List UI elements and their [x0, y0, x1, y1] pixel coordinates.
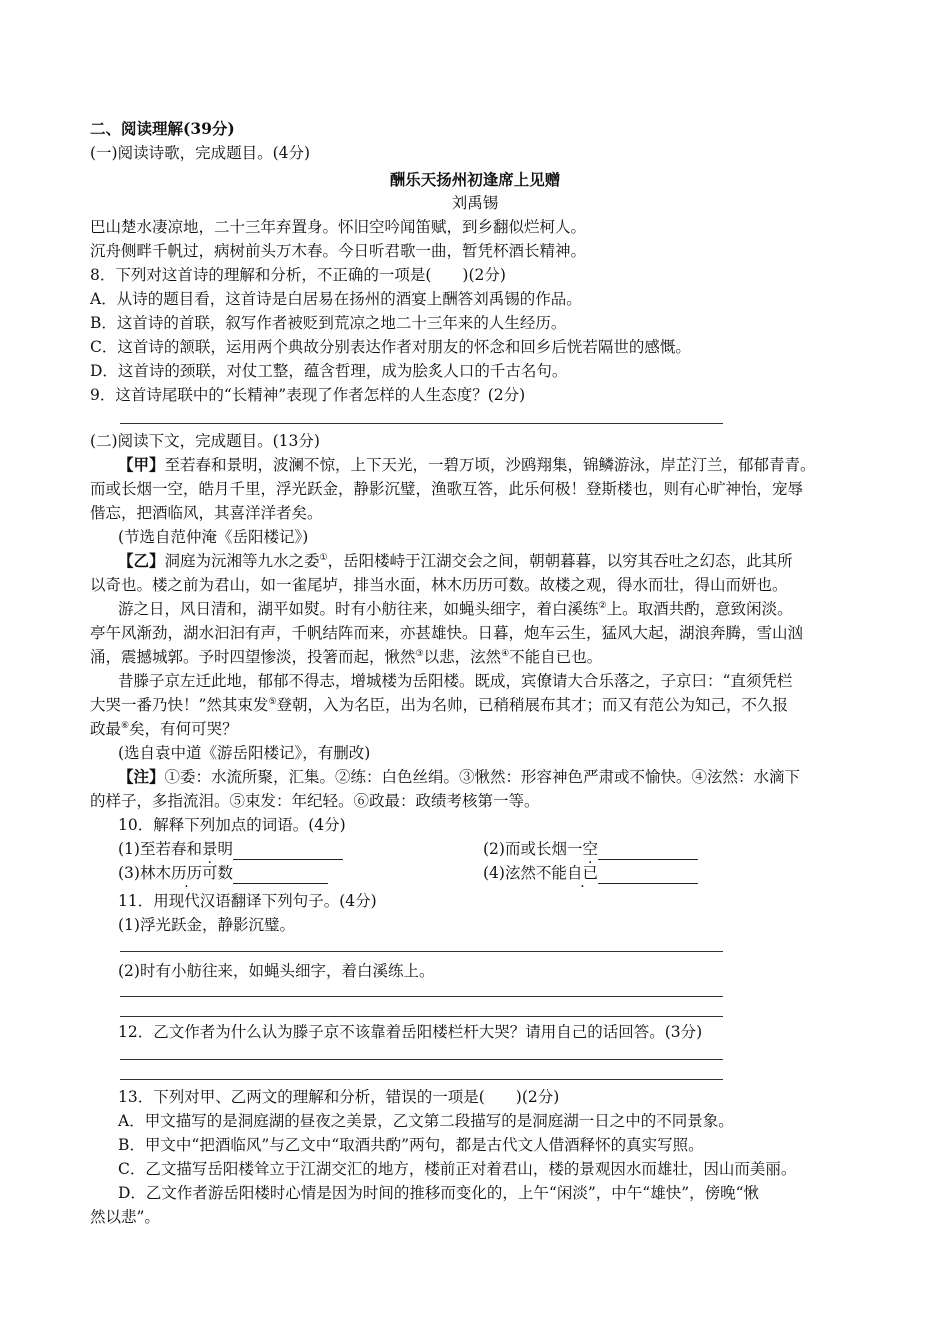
poem-author: 刘禹锡 [451, 194, 499, 212]
footnote-mark: ③ [415, 648, 424, 659]
yi-line: 以奇也。楼之前为君山，如一雀尾垆，排当水面，林木历历可数。故楼之观，得水而壮，得山而妍也。 [90, 576, 788, 594]
q10-item-1: (1)至若春和景明 [118, 840, 233, 858]
jia-source: (节选自范仲淹《岳阳楼记》) [118, 528, 309, 546]
yi-line: 大哭一番乃快！”然其束发⑤登朝，入为名臣，出为名帅，已稍稍展布其才；而又有范公为知己，不久报 [90, 696, 789, 714]
q8-option-c: C．这首诗的颔联，运用两个典故分别表达作者对朋友的怀念和回乡后恍若隔世的感慨。 [90, 338, 691, 356]
q10-item-3: (3)林木历历可数 [118, 864, 233, 882]
question-9: 9．这首诗尾联中的“长精神”表现了作者怎样的人生态度？(2分) [90, 386, 526, 404]
jia-line: 而或长烟一空，皓月千里，浮光跃金，静影沉璧，渔歌互答，此乐何极！登斯楼也，则有心旷神怡，宠辱 [90, 480, 804, 498]
footnote-mark: ⑤ [268, 696, 277, 707]
q13-option-c: C．乙文描写岳阳楼耸立于江湖交汇的地方，楼前正对着君山，楼的景观因水而雄壮，因山而美丽。 [118, 1160, 797, 1178]
answer-line[interactable] [120, 1016, 723, 1017]
poem-line: 巴山楚水凄凉地，二十三年弃置身。怀旧空吟闻笛赋，到乡翻似烂柯人。 [90, 218, 587, 236]
q11-sentence-1: (1)浮光跃金，静影沉璧。 [118, 916, 295, 934]
q13-option-d: D．乙文作者游岳阳楼时心情是因为时间的推移而变化的，上午“闲淡”，中午“雄快”，傍晚“愀 [118, 1184, 760, 1202]
footnote-mark: ② [598, 600, 607, 611]
footnote-mark: ⑥ [121, 720, 130, 731]
q8-option-b: B．这首诗的首联，叙写作者被贬到荒凉之地二十三年来的人生经历。 [90, 314, 567, 332]
q11-sentence-2: (2)时有小舫往来，如蝇头细字，着白溪练上。 [118, 962, 435, 980]
answer-line[interactable] [120, 1059, 723, 1060]
part2-heading: (二)阅读下文，完成题目。(13分) [90, 432, 320, 450]
notes-line: 的样子，多指流泪。⑤束发：年纪轻。⑥政最：政绩考核第一等。 [90, 792, 540, 810]
answer-blank[interactable] [598, 867, 698, 884]
answer-line[interactable] [120, 996, 723, 997]
part1-heading: (一)阅读诗歌，完成题目。(4分) [90, 144, 311, 162]
jia-label: 【甲】 [118, 455, 165, 474]
notes-line: 【注】①委：水流所聚，汇集。②练：白色丝绢。③愀然：形容神色严肃或不愉快。④泫然：水滴下 [118, 767, 801, 786]
answer-line[interactable] [120, 1079, 723, 1080]
q10-row [118, 838, 598, 860]
q13-option-d-cont: 然以悲”。 [90, 1208, 160, 1226]
question-11: 11．用现代汉语翻译下列句子。(4分) [118, 892, 377, 910]
yi-line: 【乙】洞庭为沅湘等九水之委①，岳阳楼峙于江湖交会之间，朝朝暮暮，以穷其吞吐之幻态，此其所 [118, 551, 793, 570]
answer-blank[interactable] [233, 843, 343, 860]
poem-line: 沉舟侧畔千帆过，病树前头万木春。今日听君歌一曲，暂凭杯酒长精神。 [90, 242, 587, 260]
question-13: 13．下列对甲、乙两文的理解和分析，错误的一项是( )(2分) [118, 1088, 560, 1106]
q8-option-a: A．从诗的题目看，这首诗是白居易在扬州的酒宴上酬答刘禹锡的作品。 [90, 290, 582, 308]
question-12: 12．乙文作者为什么认为滕子京不该靠着岳阳楼栏杆大哭？请用自己的话回答。(3分) [118, 1023, 703, 1041]
q10-item-4: (4)泫然不能自已 [483, 862, 698, 884]
footnote-mark: ① [319, 552, 328, 563]
q13-option-a: A．甲文描写的是洞庭湖的昼夜之美景，乙文第二段描写的是洞庭湖一日之中的不同景象。 [118, 1112, 734, 1130]
yi-source: (选自袁中道《游岳阳楼记》，有删改) [118, 744, 371, 762]
yi-label: 【乙】 [118, 551, 165, 570]
yi-line: 涌，震撼城郭。予时四望惨淡，投箸而起，愀然③以悲，泫然④不能自已也。 [90, 648, 603, 666]
q10-row [118, 862, 598, 884]
q8-option-d: D．这首诗的颈联，对仗工整，蕴含哲理，成为脍炙人口的千古名句。 [90, 362, 568, 380]
poem-title: 酬乐天扬州初逢席上见赠 [389, 170, 561, 189]
yi-line: 政最⑥矣，有何可哭？ [90, 720, 238, 738]
yi-line: 亭午风渐劲，湖水汩汩有声，千帆结阵而来，亦甚雄快。日暮，炮车云生，猛风大起，湖浪奔腾，雪山汹 [90, 624, 804, 642]
yi-line: 昔滕子京左迁此地，郁郁不得志，增城楼为岳阳楼。既成，宾僚请大合乐落之，子京曰：“直须凭栏 [118, 672, 793, 690]
answer-line[interactable] [120, 951, 723, 952]
question-8: 8．下列对这首诗的理解和分析，不正确的一项是( )(2分) [90, 266, 506, 284]
q13-option-b: B．甲文中“把酒临风”与乙文中“取酒共酌”两句，都是古代文人借酒释怀的真实写照。 [118, 1136, 704, 1154]
jia-line: 【甲】至若春和景明，波澜不惊，上下天光，一碧万顷，沙鸥翔集，锦鳞游泳，岸芷汀兰，郁郁青青。 [118, 455, 816, 474]
jia-line: 偕忘，把酒临风，其喜洋洋者矣。 [90, 504, 323, 522]
footnote-mark: ④ [501, 648, 510, 659]
yi-line: 游之日，风日清和，湖平如熨。时有小舫往来，如蝇头细字，着白溪练②上。取酒共酌，意致闲淡。 [118, 600, 793, 618]
answer-blank[interactable] [233, 867, 328, 884]
q10-item-2: (2)而或长烟一空 [483, 838, 698, 860]
notes-label: 【注】 [118, 767, 165, 786]
answer-blank[interactable] [598, 843, 698, 860]
section-title: 二、阅读理解(39分) [90, 119, 235, 138]
question-10: 10．解释下列加点的词语。(4分) [118, 816, 346, 834]
answer-line[interactable] [120, 423, 723, 424]
